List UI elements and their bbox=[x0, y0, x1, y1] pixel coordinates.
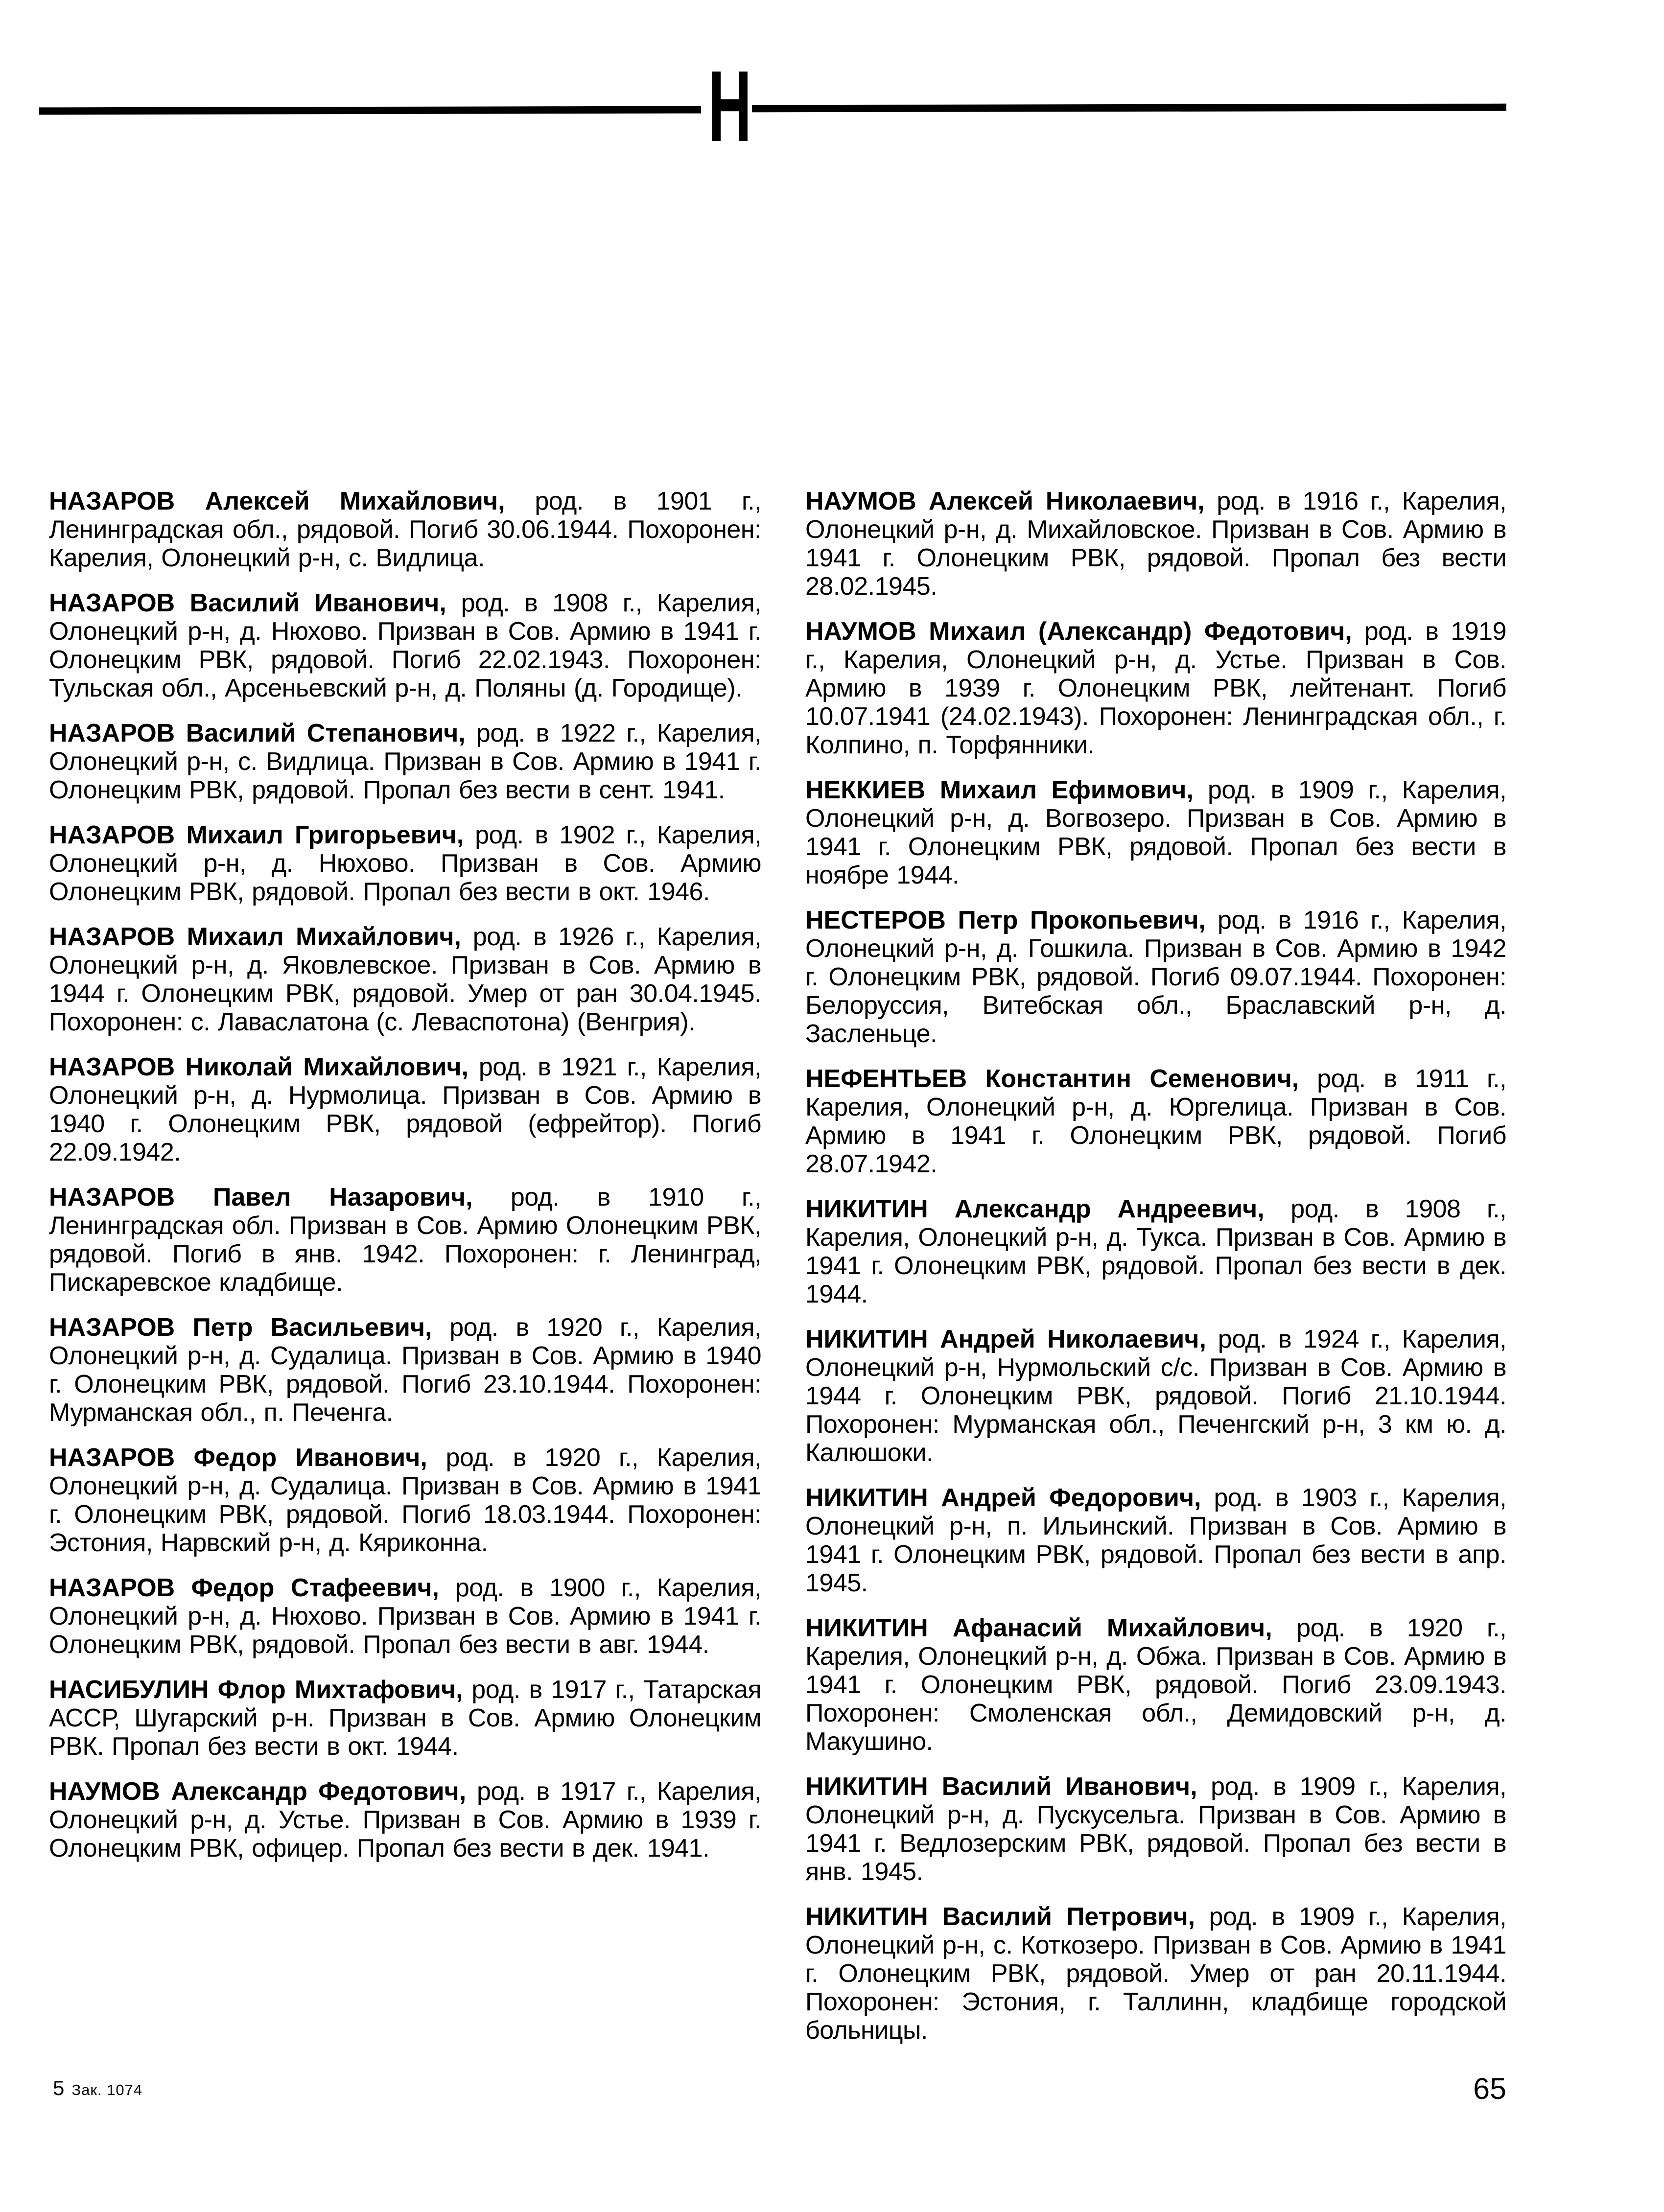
entry-name: НАЗАРОВ Николай Михайлович, bbox=[49, 1053, 469, 1081]
entry-name: НАЗАРОВ Федор Иванович, bbox=[49, 1444, 427, 1472]
print-order-note bbox=[53, 2076, 142, 2100]
entry-name: НАЗАРОВ Алексей Михайлович, bbox=[49, 487, 505, 515]
memorial-entry bbox=[805, 1772, 1506, 1886]
header-rule-left bbox=[39, 106, 701, 115]
entry-details: род. в 1902 г., Карелия, Олонецкий р-н, д. Нюхово. Призван в Сов. Армию Олонецким РВК, рядовой. Пропал без вести в окт. 1946. bbox=[49, 821, 762, 906]
entry-name: НАСИБУЛИН Флор Михтафович, bbox=[49, 1676, 463, 1704]
entry-name: НИКИТИН Василий Петрович, bbox=[805, 1903, 1195, 1931]
memorial-entry bbox=[805, 1065, 1506, 1178]
entry-name: НАЗАРОВ Михаил Григорьевич, bbox=[49, 821, 464, 849]
entry-details: род. в 1916 г., Карелия, Олонецкий р-н, д. Гошкила. Призван в Сов. Армию в 1942 г. Олонецким РВК, рядовой. Погиб 09.07.1944. Похоронен: Белоруссия, Витебская обл., Браславский р-н, д. Засленьце. bbox=[805, 906, 1506, 1048]
entry-details: род. в 1919 г., Карелия, Олонецкий р-н, д. Устье. Призван в Сов. Армию в 1939 г. Олонецким РВК, лейтенант. Погиб 10.07.1941 (24.02.1943). Похоронен: Ленинградская обл., г. Колпино, п. Торфянники. bbox=[805, 617, 1507, 759]
entry-details: род. в 1911 г., Карелия, Олонецкий р-н, д. Юргелица. Призван в Сов. Армию в 1941 г. Олонецким РВК, рядовой. Погиб 28.07.1942. bbox=[805, 1065, 1506, 1178]
entry-details: род. в 1916 г., Карелия, Олонецкий р-н, д. Михайловское. Призван в Сов. Армию в 1941 г. Олонецким РВК, рядовой. Пропал без вести 28.02.1945. bbox=[805, 487, 1507, 601]
entry-details: род. в 1909 г., Карелия, Олонецкий р-н, с. Коткозеро. Призван в Сов. Армию в 1941 г. Олонецким РВК, рядовой. Умер от ран 20.11.1944. Похоронен: Эстония, г. Таллинн, кладбище городской больницы. bbox=[805, 1903, 1506, 2045]
entry-name: НИКИТИН Александр Андреевич, bbox=[805, 1195, 1265, 1223]
header-rule-right bbox=[752, 104, 1506, 113]
memorial-entry bbox=[805, 1484, 1506, 1597]
entry-name: НИКИТИН Андрей Федорович, bbox=[805, 1484, 1201, 1512]
entry-details: род. в 1920 г., Карелия, Олонецкий р-н, д. Обжа. Призван в Сов. Армию в 1941 г. Олонецким РВК, рядовой. Погиб 23.09.1943. Похоронен: Смоленская обл., Демидовский р-н, д. Макушино. bbox=[805, 1614, 1506, 1756]
entry-details: род. в 1920 г., Карелия, Олонецкий р-н, д. Судалица. Призван в Сов. Армию в 1940 г. Олонецким РВК, рядовой. Погиб 23.10.1944. Похоронен: Мурманская обл., п. Печенга. bbox=[49, 1313, 761, 1427]
memorial-entry bbox=[49, 1444, 761, 1557]
page-number: 65 bbox=[1473, 2072, 1506, 2105]
entry-name: НАУМОВ Михаил (Александр) Федотович, bbox=[805, 617, 1352, 646]
memorial-entry bbox=[49, 589, 761, 702]
right-column bbox=[805, 487, 1506, 2061]
entry-details: род. в 1908 г., Карелия, Олонецкий р-н, д. Нюхово. Призван в Сов. Армию в 1941 г. Олонецким РВК, рядовой. Погиб 22.02.1943. Похоронен: Тульская обл., Арсеньевский р-н, д. Поляны (д. Городище). bbox=[49, 589, 761, 702]
entry-name: НАЗАРОВ Федор Стафеевич, bbox=[49, 1574, 439, 1602]
memorial-entry bbox=[49, 923, 761, 1036]
entry-name: НИКИТИН Василий Иванович, bbox=[805, 1772, 1197, 1801]
entry-name: НЕФЕНТЬЕВ Константин Семенович, bbox=[805, 1065, 1299, 1093]
entry-details: род. в 1920 г., Карелия, Олонецкий р-н, д. Судалица. Призван в Сов. Армию в 1941 г. Олонецким РВК, рядовой. Погиб 18.03.1944. Похоронен: Эстония, Нарвский р-н, д. Кяриконна. bbox=[49, 1444, 761, 1557]
memorial-entry bbox=[805, 617, 1506, 759]
memorial-entry bbox=[49, 1574, 761, 1659]
entry-name: НИКИТИН Афанасий Михайлович, bbox=[805, 1614, 1272, 1642]
memorial-entry bbox=[805, 1325, 1506, 1467]
entry-details: род. в 1922 г., Карелия, Олонецкий р-н, с. Видлица. Призван в Сов. Армию в 1941 г. Олонецким РВК, рядовой. Пропал без вести в сент. 1941. bbox=[49, 719, 761, 804]
memorial-entry bbox=[805, 906, 1506, 1048]
entry-name: НАЗАРОВ Василий Иванович, bbox=[49, 589, 446, 617]
entry-details: род. в 1924 г., Карелия, Олонецкий р-н, Нурмольский с/с. Призван в Сов. Армию в 1944 г. Олонецким РВК, рядовой. Погиб 21.10.1944. Похоронен: Мурманская обл., Печенгский р-н, 3 км ю. д. Калюшоки. bbox=[805, 1325, 1506, 1467]
entry-name: НАУМОВ Александр Федотович, bbox=[49, 1777, 467, 1806]
memorial-entry bbox=[805, 1195, 1506, 1308]
entry-details: род. в 1921 г., Карелия, Олонецкий р-н, д. Нурмолица. Призван в Сов. Армию в 1940 г. Олонецким РВК, рядовой (ефрейтор). Погиб 22.09.1942. bbox=[49, 1053, 761, 1166]
section-letter-heading: Н bbox=[708, 50, 752, 163]
memorial-entry bbox=[49, 1183, 761, 1297]
entry-name: НЕСТЕРОВ Петр Прокопьевич, bbox=[805, 906, 1206, 934]
memorial-entry bbox=[49, 1777, 761, 1863]
print-sheet-number: 5 bbox=[53, 2076, 65, 2099]
memorial-entry bbox=[805, 1903, 1506, 2045]
memorial-entry bbox=[49, 1313, 761, 1427]
memorial-entry bbox=[805, 1614, 1506, 1756]
entry-details: род. в 1900 г., Карелия, Олонецкий р-н, д. Нюхово. Призван в Сов. Армию в 1941 г. Олонецким РВК, рядовой. Пропал без вести в авг. 1944. bbox=[49, 1574, 761, 1659]
memorial-entry bbox=[805, 487, 1506, 601]
entry-details: род. в 1903 г., Карелия, Олонецкий р-н, п. Ильинский. Призван в Сов. Армию в 1941 г. Олонецким РВК, рядовой. Пропал без вести в апр. 1945. bbox=[805, 1484, 1506, 1597]
entry-details: род. в 1909 г., Карелия, Олонецкий р-н, д. Пускусельга. Призван в Сов. Армию в 1941 г. Ведлозерским РВК, рядовой. Пропал без вести в янв. 1945. bbox=[805, 1772, 1506, 1886]
entry-details: род. в 1910 г., Ленинградская обл. Призван в Сов. Армию Олонецким РВК, рядовой. Погиб в янв. 1942. Похоронен: г. Ленинград, Пискаревское кладбище. bbox=[49, 1183, 761, 1297]
entry-name: НАЗАРОВ Павел Назарович, bbox=[49, 1183, 473, 1211]
entry-name: НИКИТИН Андрей Николаевич, bbox=[805, 1325, 1206, 1353]
entry-name: НАЗАРОВ Петр Васильевич, bbox=[49, 1313, 432, 1342]
entry-details: род. в 1917 г., Карелия, Олонецкий р-н, д. Устье. Призван в Сов. Армию в 1939 г. Олонецким РВК, офицер. Пропал без вести в дек. 1941. bbox=[49, 1777, 761, 1863]
memorial-entry bbox=[49, 821, 761, 906]
entry-name: НЕККИЕВ Михаил Ефимович, bbox=[805, 776, 1194, 804]
entry-name: НАУМОВ Алексей Николаевич, bbox=[805, 487, 1205, 515]
print-order-label: Зак. 1074 bbox=[71, 2081, 143, 2098]
entry-details: род. в 1917 г., Татарская АССР, Шугарский р-н. Призван в Сов. Армию Олонецким РВК. Пропал без вести в окт. 1944. bbox=[49, 1676, 761, 1761]
memorial-entry bbox=[805, 776, 1506, 889]
entry-details: род. в 1908 г., Карелия, Олонецкий р-н, д. Тукса. Призван в Сов. Армию в 1941 г. Олонецким РВК, рядовой. Пропал без вести в дек. 1944. bbox=[805, 1195, 1506, 1308]
memorial-entry bbox=[49, 1676, 761, 1761]
entry-details: род. в 1909 г., Карелия, Олонецкий р-н, д. Вогвозеро. Призван в Сов. Армию в 1941 г. Олонецким РВК, рядовой. Пропал без вести в ноябре 1944. bbox=[805, 776, 1506, 889]
entry-name: НАЗАРОВ Василий Степанович, bbox=[49, 719, 466, 747]
entry-details: род. в 1901 г., Ленинградская обл., рядовой. Погиб 30.06.1944. Похоронен: Карелия, Олонецкий р-н, с. Видлица. bbox=[49, 487, 761, 572]
memorial-entry bbox=[49, 719, 761, 804]
memorial-entry bbox=[49, 487, 761, 572]
entry-name: НАЗАРОВ Михаил Михайлович, bbox=[49, 923, 461, 951]
entry-details: род. в 1926 г., Карелия, Олонецкий р-н, д. Яковлевское. Призван в Сов. Армию в 1944 г. Олонецким РВК, рядовой. Умер от ран 30.04.1945. Похоронен: с. Лаваслатона (с. Леваспотона) (Венгрия). bbox=[49, 923, 761, 1036]
memorial-entry bbox=[49, 1053, 761, 1166]
left-column bbox=[49, 487, 761, 1879]
